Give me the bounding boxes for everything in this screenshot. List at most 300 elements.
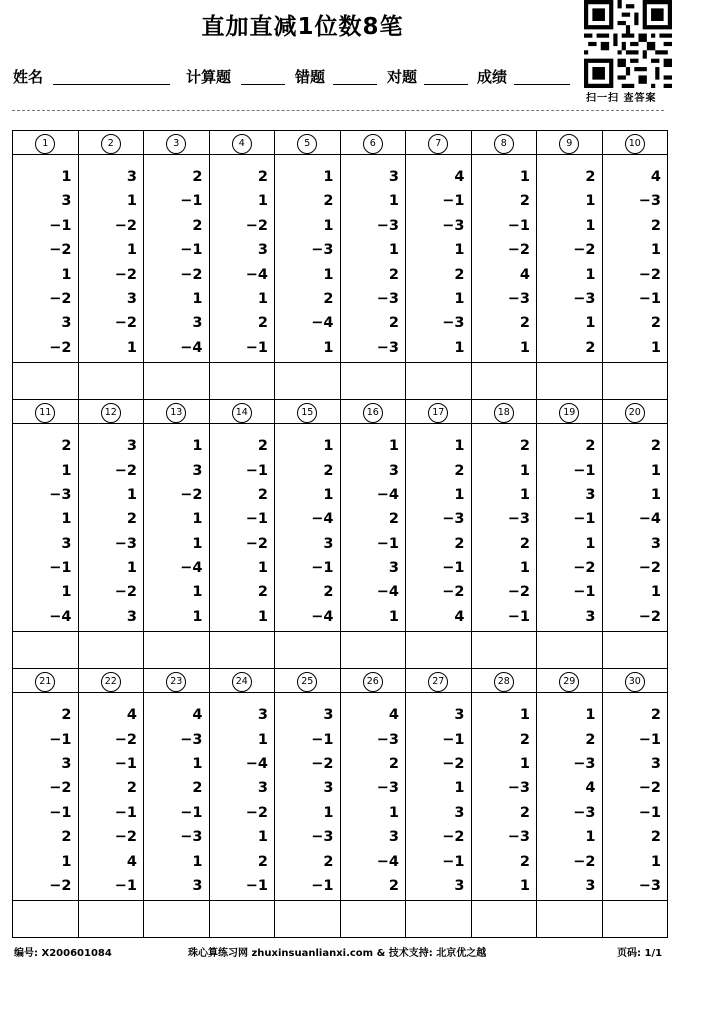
problem-grid (12, 130, 668, 938)
problem-number: 15 (297, 403, 317, 423)
problem-value: −3 (311, 829, 334, 846)
answer-box[interactable] (340, 901, 406, 938)
problem-number-cell (340, 131, 406, 155)
problem-value: 3 (585, 486, 596, 503)
problem-value: −1 (114, 877, 137, 894)
problem-value: −1 (442, 560, 465, 577)
problem-value: −3 (114, 535, 137, 552)
problem-number: 26 (363, 672, 383, 692)
problem-value: −2 (114, 217, 137, 234)
problem-value: −1 (573, 462, 596, 479)
problem-number-cell (13, 131, 79, 155)
problem-value: 2 (585, 438, 596, 455)
problem-column (209, 424, 275, 632)
problem-number: 12 (101, 403, 121, 423)
problem-value: 3 (192, 315, 203, 332)
answer-box[interactable] (537, 901, 603, 938)
problem-value: −3 (180, 731, 203, 748)
problem-value: 2 (519, 853, 530, 870)
problem-column (340, 424, 406, 632)
problem-number: 6 (363, 134, 383, 154)
problem-value: 1 (126, 242, 137, 259)
problem-number-cell (275, 400, 341, 424)
problem-number: 21 (35, 672, 55, 692)
problem-value: −1 (442, 193, 465, 210)
problem-value: −3 (507, 780, 530, 797)
problem-value: 4 (454, 608, 465, 625)
problem-value: −1 (245, 339, 268, 356)
problem-column (13, 424, 79, 632)
problem-value: 3 (257, 707, 268, 724)
problem-value: 1 (585, 535, 596, 552)
right-blank[interactable] (424, 84, 468, 85)
problem-value: 3 (650, 756, 661, 773)
answer-box[interactable] (340, 363, 406, 400)
problem-value: 1 (454, 290, 465, 307)
problem-value: −2 (573, 560, 596, 577)
problem-value: 3 (388, 560, 399, 577)
problem-value: −1 (638, 804, 661, 821)
wrong-blank[interactable] (333, 84, 377, 85)
problem-value: −4 (180, 560, 203, 577)
problem-number-cell (537, 400, 603, 424)
problem-value: −1 (180, 193, 203, 210)
problem-value: −3 (376, 731, 399, 748)
wrong-label: 错题 (295, 68, 326, 86)
problem-value: −1 (638, 290, 661, 307)
problem-value: −3 (638, 877, 661, 894)
answer-box[interactable] (209, 363, 275, 400)
footer-page: 页码: 1/1 (617, 948, 663, 959)
problem-value: −4 (376, 486, 399, 503)
answer-box[interactable] (602, 901, 668, 938)
problem-value: 4 (126, 853, 137, 870)
answer-box[interactable] (406, 901, 472, 938)
problem-value: −1 (311, 731, 334, 748)
problem-value: 2 (126, 780, 137, 797)
problem-value: 2 (257, 315, 268, 332)
problem-value: 3 (650, 535, 661, 552)
problem-value: 4 (585, 780, 596, 797)
problem-value: 1 (388, 804, 399, 821)
problem-number-cell (144, 131, 210, 155)
problem-value: 1 (585, 217, 596, 234)
problem-value: 2 (257, 169, 268, 185)
problem-column (13, 155, 79, 363)
problem-column (13, 693, 79, 901)
problem-value: −3 (507, 290, 530, 307)
qr-caption: 扫一扫 查答案 (586, 93, 657, 104)
problem-value: 1 (585, 829, 596, 846)
problem-column (209, 155, 275, 363)
problem-value: 1 (323, 339, 334, 356)
problem-value: 3 (454, 877, 465, 894)
answer-box[interactable] (275, 901, 341, 938)
problem-number-cell (78, 669, 144, 693)
problem-number-cell (602, 669, 668, 693)
problem-number: 24 (232, 672, 252, 692)
problem-value: 2 (519, 731, 530, 748)
problem-number: 22 (101, 672, 121, 692)
problem-value: 2 (519, 535, 530, 552)
problem-value: −3 (311, 242, 334, 259)
problem-value: 1 (61, 169, 72, 185)
problem-number-cell (471, 131, 537, 155)
problem-value: −2 (442, 829, 465, 846)
problem-column (602, 424, 668, 632)
problem-value: 1 (192, 535, 203, 552)
problem-value: 2 (519, 438, 530, 455)
problem-number-cell (471, 400, 537, 424)
problem-value: 2 (323, 853, 334, 870)
problem-value: 4 (126, 707, 137, 724)
problem-column (275, 424, 341, 632)
problem-value: 3 (192, 462, 203, 479)
problem-number: 28 (494, 672, 514, 692)
answer-box[interactable] (78, 363, 144, 400)
problem-value: −1 (442, 731, 465, 748)
problem-value: −4 (376, 584, 399, 601)
problem-number-cell (13, 400, 79, 424)
problem-value: −4 (180, 339, 203, 356)
problem-value: −4 (311, 511, 334, 528)
problem-value: 3 (126, 438, 137, 455)
problem-value: −4 (638, 511, 661, 528)
problem-value: −2 (442, 756, 465, 773)
problem-value: 3 (61, 756, 72, 773)
problem-value: 3 (61, 535, 72, 552)
problem-value: 1 (323, 169, 334, 185)
problem-column (602, 155, 668, 363)
problem-value: 3 (126, 608, 137, 625)
problem-value: −1 (376, 535, 399, 552)
problem-value: −2 (245, 535, 268, 552)
problem-column (406, 693, 472, 901)
problem-value: −4 (245, 756, 268, 773)
problem-number: 3 (166, 134, 186, 154)
problem-value: 4 (650, 169, 661, 185)
problem-number: 27 (428, 672, 448, 692)
problem-number: 13 (166, 403, 186, 423)
problem-number-cell (406, 400, 472, 424)
problem-value: 1 (454, 339, 465, 356)
problem-value: 1 (454, 242, 465, 259)
answer-box[interactable] (13, 901, 79, 938)
problem-value: 2 (126, 511, 137, 528)
problem-value: −1 (638, 731, 661, 748)
problem-number: 14 (232, 403, 252, 423)
problem-value: −2 (638, 560, 661, 577)
problem-value: 1 (519, 707, 530, 724)
answer-box[interactable] (406, 363, 472, 400)
problem-number: 2 (101, 134, 121, 154)
problem-value: −1 (114, 804, 137, 821)
problem-number: 8 (494, 134, 514, 154)
problem-value: 3 (454, 804, 465, 821)
answer-box[interactable] (78, 632, 144, 669)
answer-box[interactable] (602, 363, 668, 400)
answer-box[interactable] (340, 632, 406, 669)
problem-value: 2 (585, 169, 596, 185)
problem-value: 1 (650, 486, 661, 503)
problem-value: 1 (323, 266, 334, 283)
problem-value: −2 (507, 242, 530, 259)
problem-value: −2 (180, 486, 203, 503)
name-label: 姓名 (13, 68, 44, 86)
footer-site: 珠心算练习网 zhuxinsuanlianxi.com & 技术支持: 北京优之越 (188, 948, 487, 959)
problem-number-cell (209, 669, 275, 693)
problem-value: 1 (61, 853, 72, 870)
problem-column (144, 155, 210, 363)
problem-value: 3 (257, 242, 268, 259)
problem-value: 2 (323, 584, 334, 601)
problem-value: −3 (376, 290, 399, 307)
problem-column (471, 155, 537, 363)
problem-value: 2 (323, 462, 334, 479)
answer-box[interactable] (144, 363, 210, 400)
problem-column (406, 155, 472, 363)
problem-value: 3 (126, 290, 137, 307)
problem-number-cell (13, 669, 79, 693)
problem-value: −1 (573, 584, 596, 601)
problem-value: 2 (454, 535, 465, 552)
problem-value: 4 (454, 169, 465, 185)
problem-value: −2 (114, 731, 137, 748)
problem-number: 4 (232, 134, 252, 154)
problem-value: −1 (311, 560, 334, 577)
problem-value: −2 (507, 584, 530, 601)
problem-value: −2 (49, 242, 72, 259)
problem-number: 1 (35, 134, 55, 154)
problem-value: 1 (192, 756, 203, 773)
problem-value: 4 (388, 707, 399, 724)
problem-value: −1 (180, 804, 203, 821)
problem-number: 23 (166, 672, 186, 692)
problem-value: −2 (114, 266, 137, 283)
problem-value: −2 (638, 266, 661, 283)
problem-value: −1 (245, 462, 268, 479)
problem-value: −2 (638, 780, 661, 797)
problem-value: 3 (388, 462, 399, 479)
problem-number-cell (209, 131, 275, 155)
problem-value: −1 (180, 242, 203, 259)
problem-value: −3 (507, 829, 530, 846)
score-blank[interactable] (514, 84, 570, 85)
answer-box[interactable] (13, 363, 79, 400)
problem-value: 1 (257, 608, 268, 625)
answer-box[interactable] (78, 901, 144, 938)
problem-value: 3 (323, 707, 334, 724)
problem-value: −1 (245, 877, 268, 894)
problem-value: 1 (61, 462, 72, 479)
problem-value: −3 (49, 486, 72, 503)
problem-value: 1 (585, 707, 596, 724)
problem-value: 1 (323, 486, 334, 503)
problem-value: 2 (650, 438, 661, 455)
answer-box[interactable] (471, 363, 537, 400)
problem-value: 1 (519, 877, 530, 894)
problem-value: −1 (311, 877, 334, 894)
problem-value: 1 (61, 511, 72, 528)
problem-column (471, 693, 537, 901)
problem-value: 1 (650, 853, 661, 870)
answer-box[interactable] (602, 632, 668, 669)
answer-box[interactable] (537, 363, 603, 400)
problem-value: −1 (49, 560, 72, 577)
problem-value: −1 (507, 217, 530, 234)
problem-value: −2 (638, 608, 661, 625)
problem-value: 1 (650, 242, 661, 259)
problem-value: −3 (376, 780, 399, 797)
problem-number-cell (602, 400, 668, 424)
problem-value: 1 (126, 193, 137, 210)
problem-value: 3 (388, 169, 399, 185)
problem-value: 3 (585, 608, 596, 625)
problem-value: −3 (638, 193, 661, 210)
problem-value: 1 (323, 804, 334, 821)
problem-value: −1 (507, 608, 530, 625)
problem-value: 1 (126, 560, 137, 577)
problem-value: 1 (257, 560, 268, 577)
problem-value: 1 (650, 339, 661, 356)
answer-box[interactable] (144, 901, 210, 938)
problem-value: −3 (507, 511, 530, 528)
problem-value: 2 (257, 438, 268, 455)
answer-box[interactable] (13, 632, 79, 669)
problem-value: 1 (192, 853, 203, 870)
problem-number-cell (78, 400, 144, 424)
problem-value: 2 (388, 266, 399, 283)
qr-code (584, 0, 672, 88)
problem-value: 1 (388, 608, 399, 625)
problem-value: 1 (192, 438, 203, 455)
problem-value: 3 (126, 169, 137, 185)
problem-number: 11 (35, 403, 55, 423)
problem-value: 2 (192, 169, 203, 185)
answer-box[interactable] (275, 363, 341, 400)
problem-value: 1 (323, 438, 334, 455)
problem-value: 1 (61, 266, 72, 283)
problem-value: −2 (114, 584, 137, 601)
problem-value: 2 (454, 266, 465, 283)
problem-value: −3 (573, 290, 596, 307)
problem-number: 10 (625, 134, 645, 154)
problem-value: 2 (61, 829, 72, 846)
problem-value: 2 (388, 511, 399, 528)
problem-value: 3 (388, 829, 399, 846)
problem-value: 2 (388, 877, 399, 894)
problem-value: 2 (323, 193, 334, 210)
problem-column (275, 155, 341, 363)
answer-box[interactable] (471, 901, 537, 938)
problem-value: 1 (257, 731, 268, 748)
problem-value: 3 (323, 780, 334, 797)
problem-value: 1 (585, 315, 596, 332)
problem-number-cell (78, 131, 144, 155)
problem-value: 2 (323, 290, 334, 307)
problem-value: 1 (192, 584, 203, 601)
problem-value: −1 (49, 731, 72, 748)
problem-value: 3 (257, 780, 268, 797)
problem-value: 2 (519, 193, 530, 210)
answer-box[interactable] (537, 632, 603, 669)
problem-value: 2 (454, 462, 465, 479)
problem-value: 1 (519, 560, 530, 577)
problem-column (78, 693, 144, 901)
problem-value: −2 (245, 217, 268, 234)
problem-value: 2 (257, 584, 268, 601)
problem-value: 1 (585, 266, 596, 283)
problem-number: 5 (297, 134, 317, 154)
answer-box[interactable] (471, 632, 537, 669)
problem-value: 2 (388, 315, 399, 332)
page-title: 直加直减1位数8笔 (201, 14, 404, 40)
problem-value: 2 (192, 217, 203, 234)
answer-box[interactable] (406, 632, 472, 669)
problem-value: −4 (311, 315, 334, 332)
problem-number: 29 (559, 672, 579, 692)
problem-number-cell (209, 400, 275, 424)
problem-value: 1 (650, 462, 661, 479)
problem-value: 1 (519, 486, 530, 503)
problem-value: 3 (585, 877, 596, 894)
problem-column (209, 693, 275, 901)
problem-value: 1 (61, 584, 72, 601)
problem-value: −2 (49, 290, 72, 307)
problem-value: 2 (61, 707, 72, 724)
cut-line (12, 110, 664, 111)
count-blank[interactable] (241, 84, 285, 85)
problem-value: 4 (192, 707, 203, 724)
problem-column (78, 155, 144, 363)
answer-box[interactable] (275, 632, 341, 669)
problem-value: 3 (323, 535, 334, 552)
problem-value: 2 (585, 339, 596, 356)
problem-value: 3 (61, 193, 72, 210)
problem-value: −2 (114, 315, 137, 332)
problem-value: −4 (311, 608, 334, 625)
problem-value: −2 (49, 780, 72, 797)
problem-value: 1 (519, 339, 530, 356)
answer-box[interactable] (209, 632, 275, 669)
problem-value: −2 (311, 756, 334, 773)
problem-value: −3 (442, 315, 465, 332)
problem-column (275, 693, 341, 901)
problem-value: 1 (323, 217, 334, 234)
answer-box[interactable] (144, 632, 210, 669)
problem-value: 1 (126, 339, 137, 356)
problem-value: 1 (454, 780, 465, 797)
problem-value: −2 (573, 242, 596, 259)
problem-value: −3 (180, 829, 203, 846)
problem-value: −2 (180, 266, 203, 283)
answer-box[interactable] (209, 901, 275, 938)
problem-value: −3 (376, 339, 399, 356)
problem-number: 9 (559, 134, 579, 154)
problem-value: 2 (650, 217, 661, 234)
problem-value: 2 (650, 315, 661, 332)
problem-number: 18 (494, 403, 514, 423)
problem-value: −2 (573, 853, 596, 870)
problem-number: 7 (428, 134, 448, 154)
problem-value: −2 (114, 829, 137, 846)
problem-number-cell (471, 669, 537, 693)
name-blank[interactable] (53, 84, 170, 85)
problem-value: 3 (454, 707, 465, 724)
right-label: 对题 (387, 68, 418, 86)
problem-value: −1 (573, 511, 596, 528)
problem-value: −3 (573, 756, 596, 773)
